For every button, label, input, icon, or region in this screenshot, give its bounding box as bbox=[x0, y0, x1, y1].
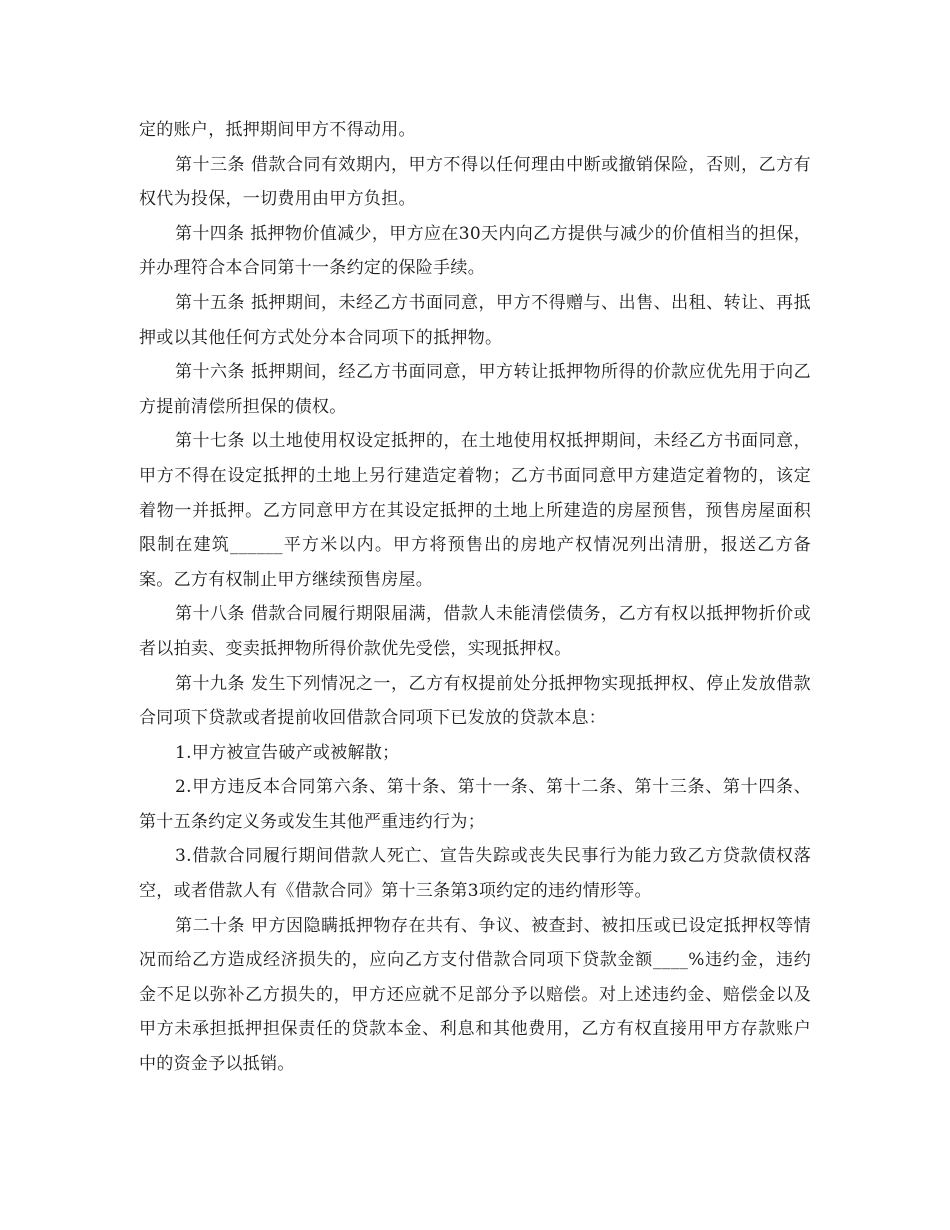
article-17: 第十七条 以土地使用权设定抵押的，在土地使用权抵押期间，未经乙方书面同意，甲方不得在设定抵押的土地上另行建造定着物；乙方书面同意甲方建造定着物的，该定着物一并抵押。乙方同意甲方在其设定抵押的土地上所建造的房屋预售，预售房屋面积限制在建筑______平方米以内。甲方将预售出的房地产权情况列出清册，报送乙方备案。乙方有权制止甲方继续预售房屋。 bbox=[139, 431, 811, 590]
article-18: 第十八条 借款合同履行期限届满，借款人未能清偿债务，乙方有权以抵押物折价或者以拍卖、变卖抵押物所得价款优先受偿，实现抵押权。 bbox=[139, 604, 811, 659]
article-13: 第十三条 借款合同有效期内，甲方不得以任何理由中断或撤销保险，否则，乙方有权代为投保，一切费用由甲方负担。 bbox=[139, 154, 811, 210]
article-19-item-3: 3.借款合同履行期间借款人死亡、宣告失踪或丧失民事行为能力致乙方贷款债权落空，或者借款人有《借款合同》第十三条第3项约定的违约情形等。 bbox=[139, 846, 811, 902]
article-19: 第十九条 发生下列情况之一，乙方有权提前处分抵押物实现抵押权、停止发放借款合同项下贷款或者提前收回借款合同项下已发放的贷款本息： bbox=[139, 673, 811, 729]
article-16: 第十六条 抵押期间，经乙方书面同意，甲方转让抵押物所得的价款应优先用于向乙方提前清偿所担保的债权。 bbox=[139, 362, 811, 417]
paragraph-continuation: 定的账户，抵押期间甲方不得动用。 bbox=[139, 120, 416, 140]
article-19-item-2: 2.甲方违反本合同第六条、第十条、第十一条、第十二条、第十三条、第十四条、第十五条约定义务或发生其他严重违约行为； bbox=[139, 777, 811, 832]
article-20: 第二十条 甲方因隐瞒抵押物存在共有、争议、被查封、被扣压或已设定抵押权等情况而给乙方造成经济损失的，应向乙方支付借款合同项下贷款金额____%违约金，违约金不足以弥补乙方损失的，甲方还应就不足部分予以赔偿。对上述违约金、赔偿金以及甲方未承担抵押担保责任的贷款本金、利息和其他费用，乙方有权直接用甲方存款账户中的资金予以抵销。 bbox=[139, 915, 811, 1075]
article-15: 第十五条 抵押期间，未经乙方书面同意，甲方不得赠与、出售、出租、转让、再抵押或以其他任何方式处分本合同项下的抵押物。 bbox=[139, 292, 811, 348]
document-body bbox=[139, 113, 811, 1082]
article-19-item-1: 1.甲方被宣告破产或被解散； bbox=[175, 742, 400, 763]
article-14: 第十四条 抵押物价值减少，甲方应在30天内向乙方提供与减少的价值相当的担保，并办理符合本合同第十一条约定的保险手续。 bbox=[139, 223, 811, 279]
